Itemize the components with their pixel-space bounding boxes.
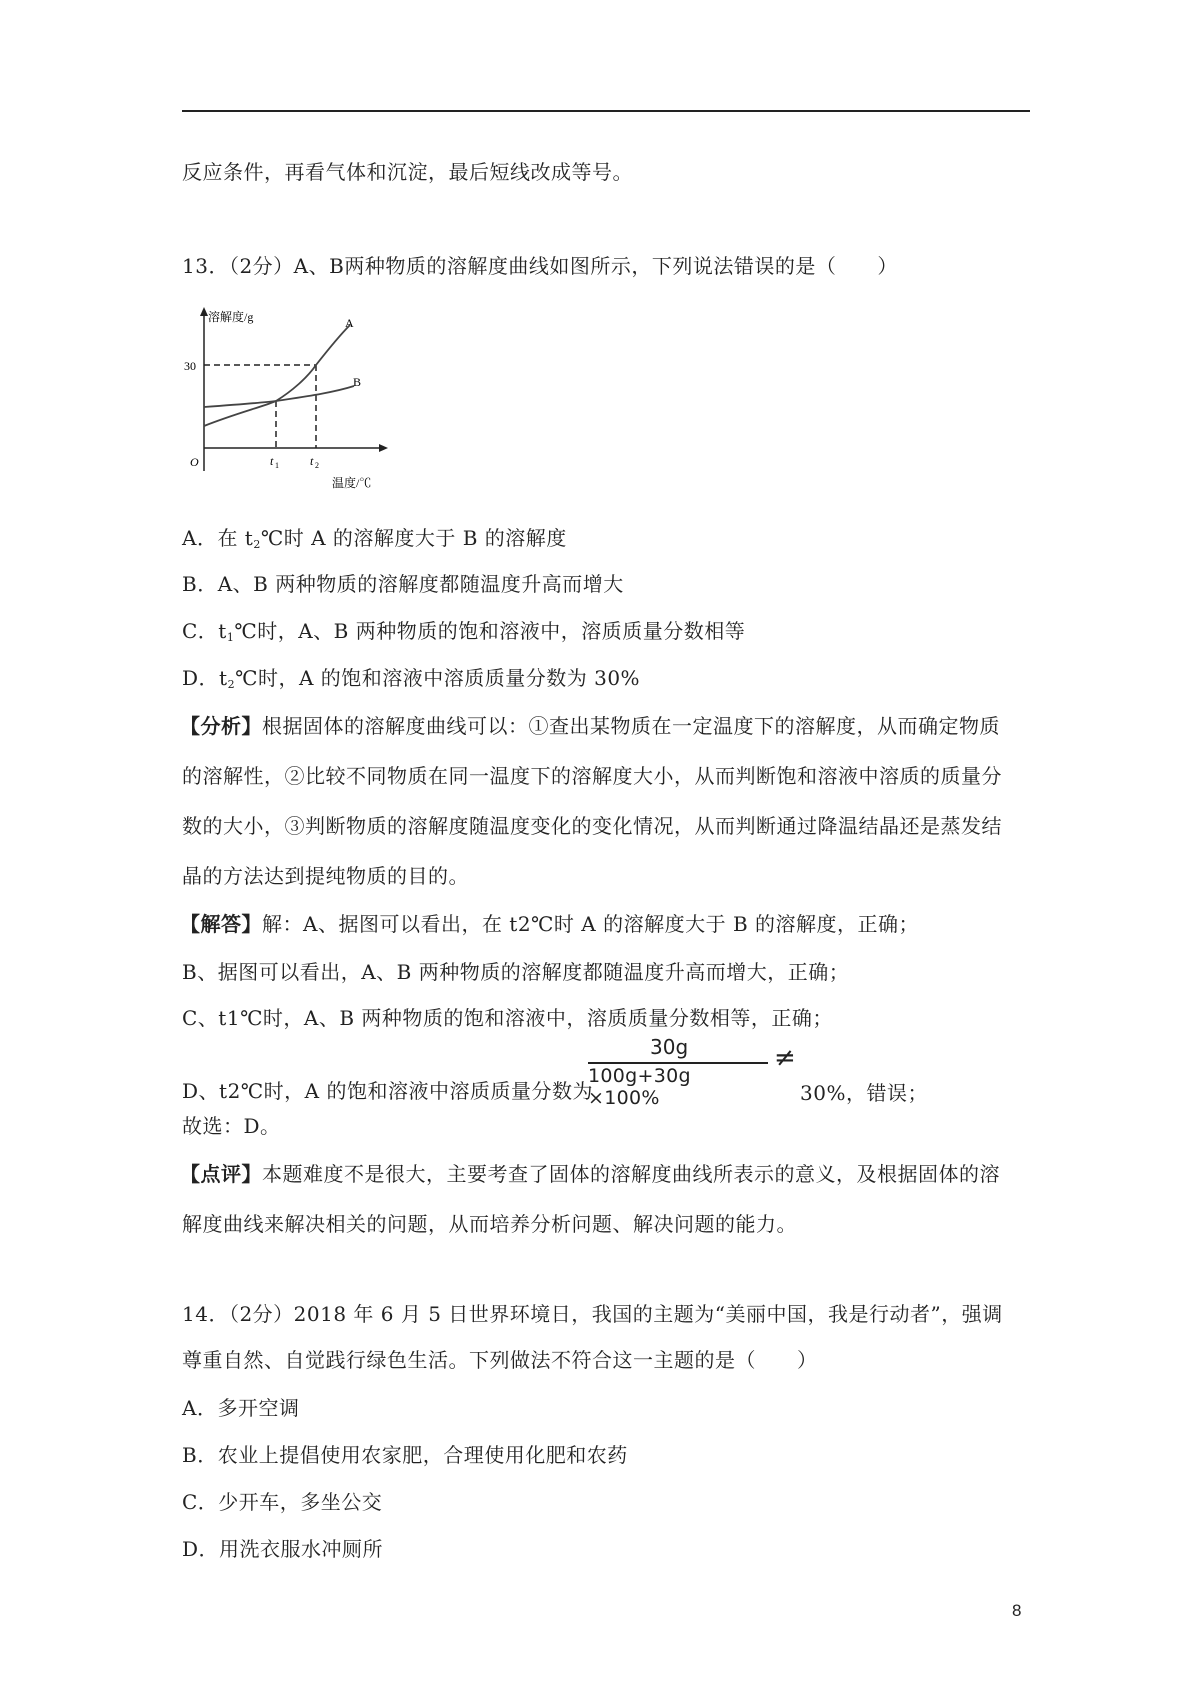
q13-stem: 13．（2分）A、B两种物质的溶解度曲线如图所示，下列说法错误的是（ ） (182, 254, 898, 278)
x-tick-t2: t (310, 454, 314, 468)
answer-line-2: B、据图可以看出，A、B 两种物质的溶解度都随温度升高而增大，正确； (182, 960, 850, 984)
comment-text-1: 本题难度不是很大，主要考查了固体的溶解度曲线所表示的意义，及根据固体的溶 (262, 1162, 1000, 1186)
q14-option-c: C．少开车，多坐公交 (182, 1490, 383, 1514)
q13-option-c-pre: C．t (182, 619, 227, 643)
y-tick-30: 30 (184, 359, 196, 373)
answer-tag: 【解答】 (180, 912, 262, 936)
curve-a (204, 325, 350, 426)
q13-option-d-pre: D．t (182, 666, 228, 690)
solubility-chart (182, 303, 392, 493)
answer-text-1: 解：A、据图可以看出，在 t2℃时 A 的溶解度大于 B 的溶解度，正确； (262, 912, 920, 936)
answer-line-4-pre: D、t2℃时，A 的饱和溶液中溶质质量分数为 (182, 1079, 593, 1103)
q14-option-a: A．多开空调 (182, 1396, 300, 1420)
q14-option-b: B．农业上提倡使用农家肥，合理使用化肥和农药 (182, 1443, 628, 1467)
q13-option-b: B．A、B 两种物质的溶解度都随温度升高而增大 (182, 572, 624, 596)
answer-line-3: C、t1℃时，A、B 两种物质的饱和溶液中，溶质质量分数相等，正确； (182, 1006, 833, 1030)
y-axis-label: 溶解度/g (208, 310, 254, 324)
curve-a-label: A (345, 316, 354, 330)
q14-option-d: D．用洗衣服水冲厕所 (182, 1537, 384, 1561)
q13-option-c-sub: 1 (226, 631, 235, 644)
y-axis-arrow (200, 307, 208, 316)
comment-line-1 (180, 1160, 1000, 1188)
answer-line-4-post: 30%，错误； (800, 1081, 928, 1105)
comment-tag: 【点评】 (180, 1162, 262, 1186)
curve-b-label: B (353, 375, 362, 389)
fraction-denominator: 100g+30g ×100% (588, 1065, 691, 1109)
analysis-text-1: 根据固体的溶解度曲线可以：①查出某物质在一定温度下的溶解度，从而确定物质 (262, 714, 1000, 738)
analysis-line-2: 的溶解性，②比较不同物质在同一温度下的溶解度大小，从而判断饱和溶液中溶质的质量分 (182, 764, 1002, 788)
q13-option-a (182, 524, 567, 559)
continuation-text: 反应条件，再看气体和沉淀，最后短线改成等号。 (182, 160, 633, 184)
analysis-line-1 (180, 712, 1000, 740)
analysis-line-3: 数的大小，③判断物质的溶解度随温度变化的变化情况，从而判断通过降温结晶还是蒸发结 (182, 814, 1002, 838)
analysis-tag: 【分析】 (180, 714, 262, 738)
q14-stem-line-2: 尊重自然、自觉践行绿色生活。下列做法不符合这一主题的是（ ） (182, 1348, 818, 1372)
fraction-bar (588, 1062, 768, 1064)
not-equal-sign: ≠ (774, 1043, 796, 1073)
q13-option-d-post: ℃时，A 的饱和溶液中溶质质量分数为 30% (235, 666, 641, 690)
analysis-line-4: 晶的方法达到提纯物质的目的。 (182, 864, 469, 888)
q13-option-c (182, 617, 745, 652)
q13-option-a-post: ℃时 A 的溶解度大于 B 的溶解度 (260, 526, 567, 550)
comment-line-2: 解度曲线来解决相关的问题，从而培养分析问题、解决问题的能力。 (182, 1212, 797, 1236)
q14-stem-line-1: 14．（2分）2018 年 6 月 5 日世界环境日，我国的主题为“美丽中国，我是行动者”，强调 (182, 1302, 1003, 1326)
x-tick-t1: t (270, 454, 274, 468)
q13-option-a-pre: A．在 t (182, 526, 254, 550)
q13-option-c-post: ℃时，A、B 两种物质的饱和溶液中，溶质质量分数相等 (234, 619, 746, 643)
answer-line-1 (180, 910, 919, 938)
q13-option-d-sub: 2 (227, 678, 236, 691)
x-tick-t2-sub: 2 (315, 461, 319, 470)
q13-option-d (182, 664, 640, 699)
q13-option-a-sub: 2 (253, 538, 261, 551)
origin-label: O (190, 455, 199, 469)
x-axis-label: 温度/℃ (332, 476, 372, 490)
x-axis-arrow (379, 444, 388, 452)
fraction-numerator: 30g (650, 1035, 689, 1059)
x-tick-t1-sub: 1 (275, 461, 279, 470)
answer-line-5: 故选：D。 (182, 1114, 281, 1138)
page-number: 8 (1012, 1601, 1022, 1620)
header-rule (182, 110, 1030, 112)
curve-b (204, 386, 354, 407)
